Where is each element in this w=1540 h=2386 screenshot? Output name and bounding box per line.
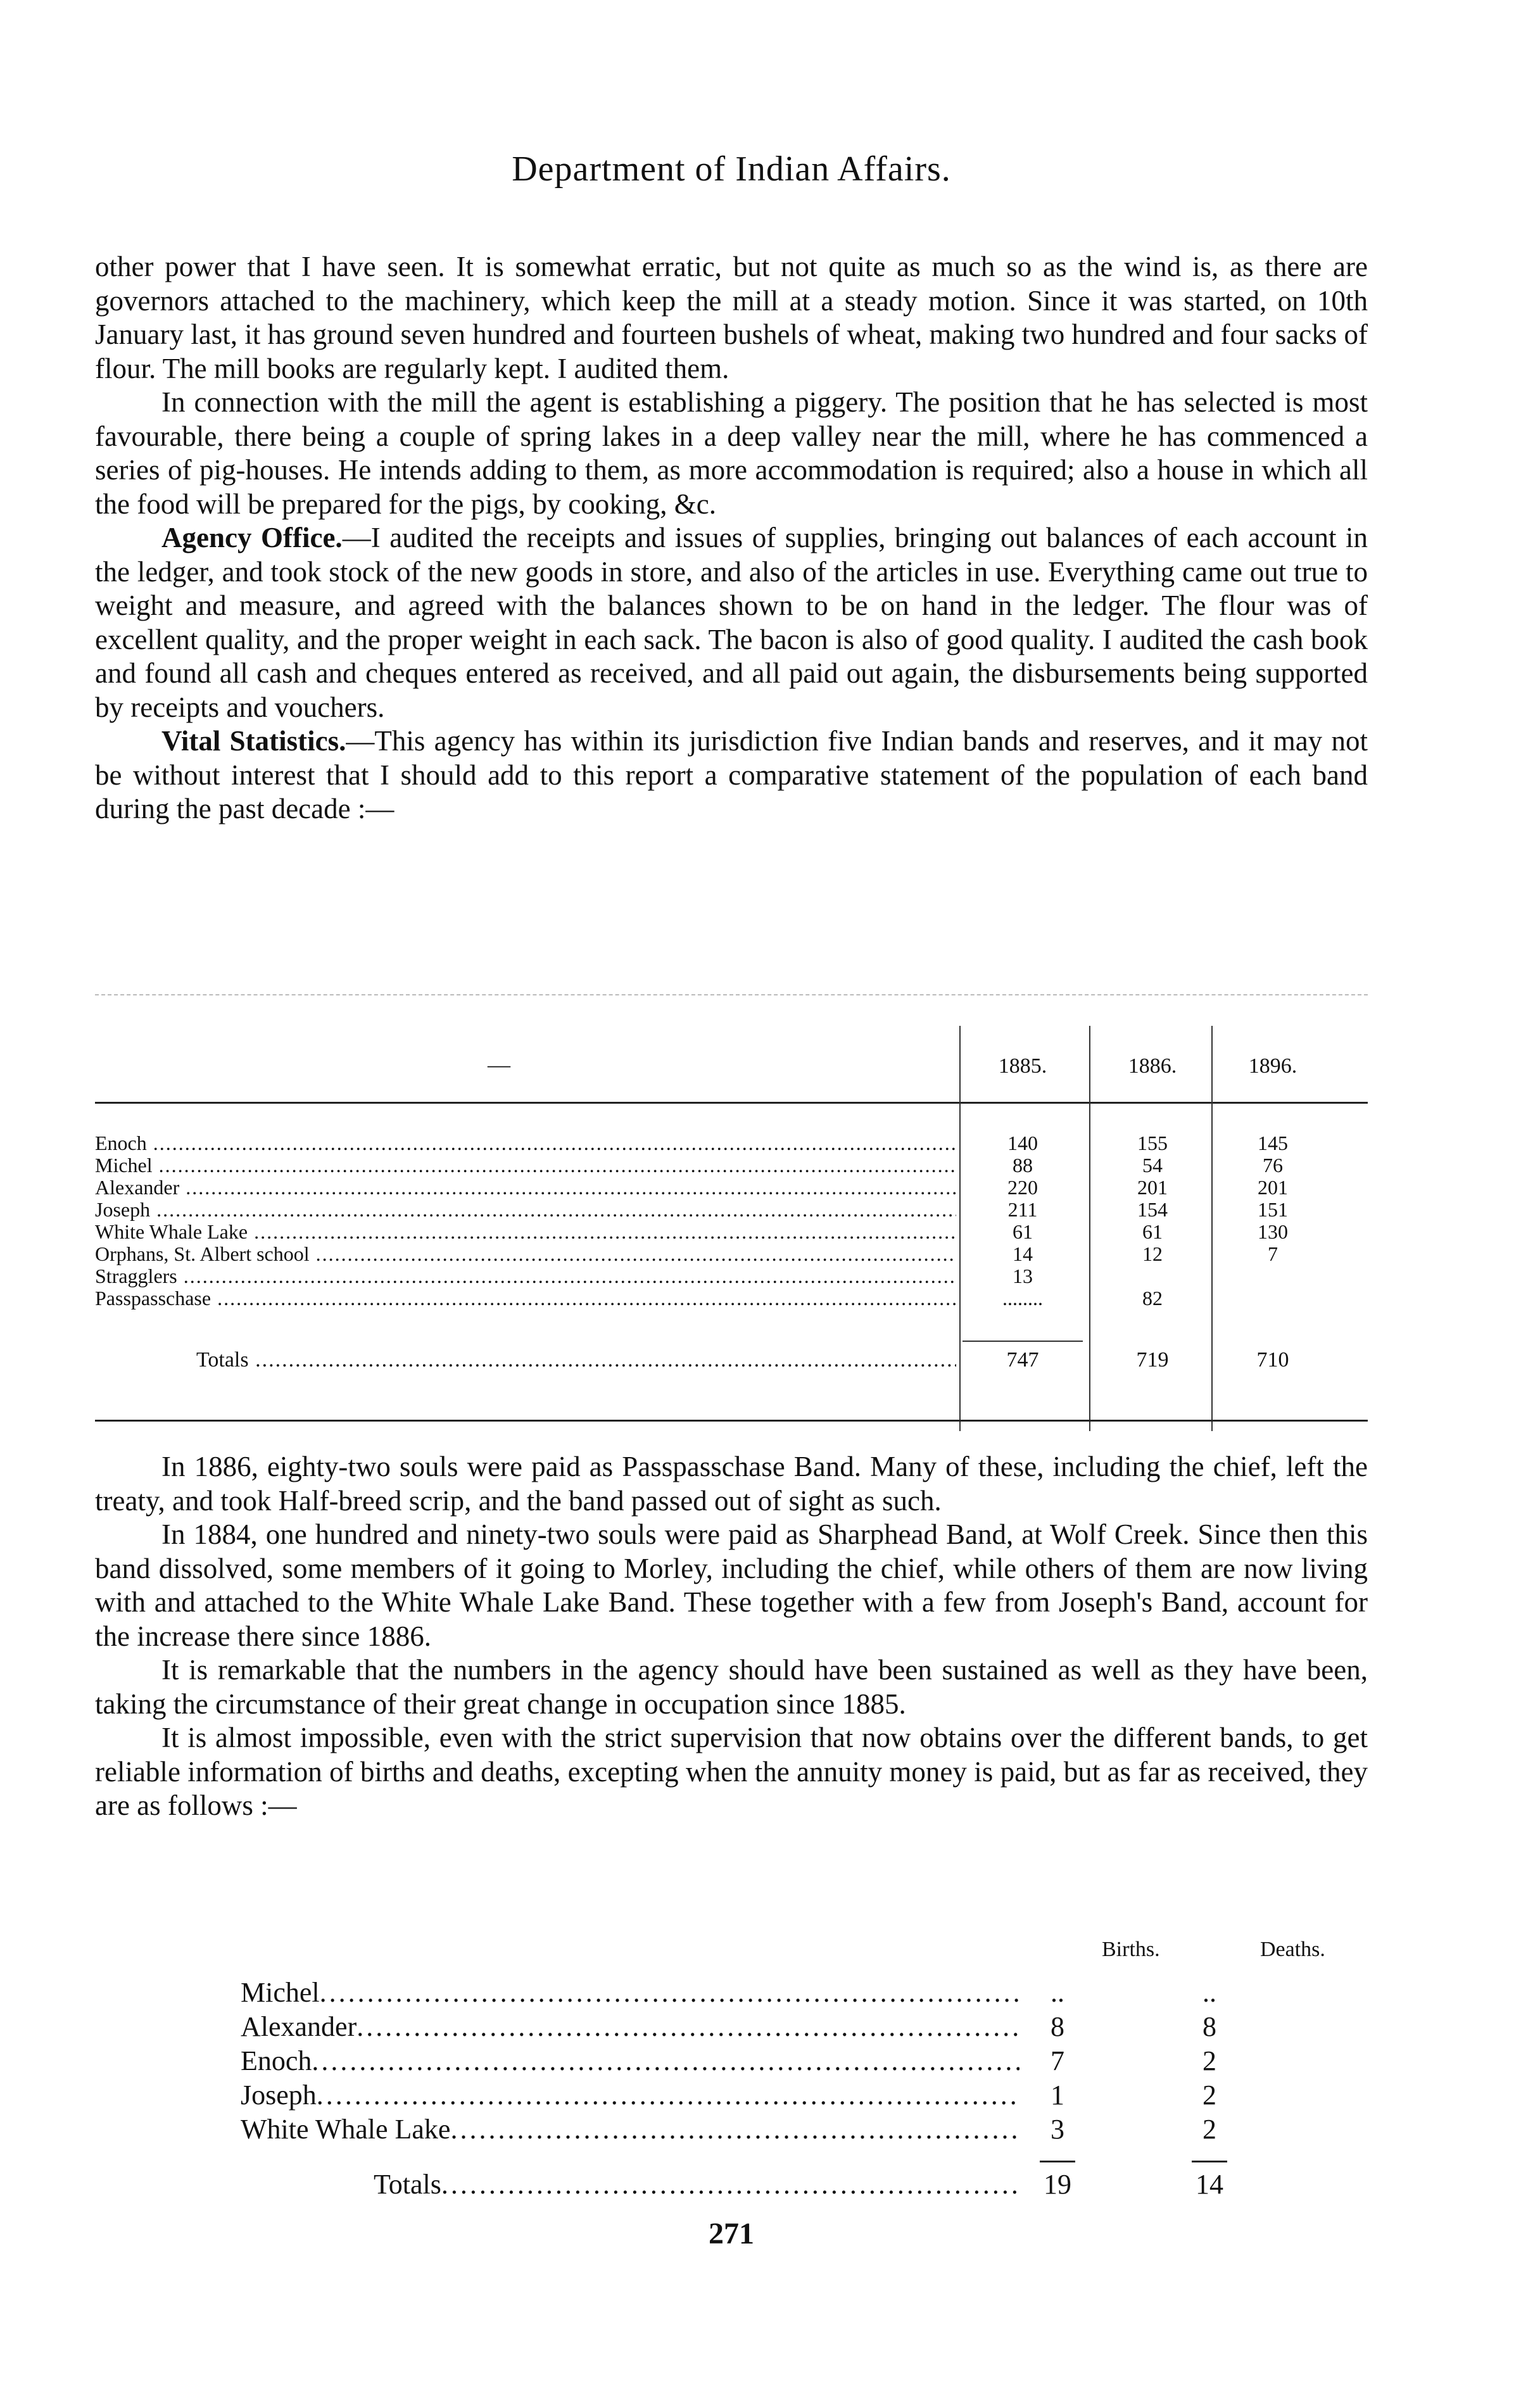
section-lead: Vital Statistics. [161, 725, 346, 757]
paragraph-text: —This agency has within its jurisdiction five Indian bands and reserves, and it may not be without interest that I should add to this report a comparative statement of the population of each band during the past decade :— [95, 725, 1368, 824]
paragraph: In 1886, eighty-two souls were paid as Passpasschase Band. Many of these, including the chief, left the treaty, and took Half-breed scrip, and the band passed out of sight as such. [95, 1451, 1368, 1517]
column-header: Deaths. [1260, 1938, 1325, 1961]
column-header: 1886. [1128, 1054, 1177, 1078]
corner-dash: — [488, 1052, 510, 1077]
table-row: Alexander ..... 8 8 [241, 2010, 1380, 2044]
column-header: 1885. [998, 1054, 1047, 1078]
totals-row: Totals ..... 19 14 [241, 2159, 1380, 2210]
paragraph: In connection with the mill the agent is establishing a piggery. The position that he has selected is most favourable, there being a couple of spring lakes in a deep valley near the mill, where he has commenced a series of pig-houses. He intends adding to them, as more accommodation is required; also a house in which all the food will be prepared for the pigs, by cooking, &c. [95, 386, 1368, 520]
body-section-2 [95, 1450, 1368, 1823]
births-deaths-table [241, 1938, 1380, 2210]
population-table [95, 994, 1368, 1398]
column-header: Births. [1102, 1938, 1160, 1961]
paragraph-text: —I audited the receipts and issues of supplies, bringing out balances of each account in the ledger, and took stock of the new goods in store, and also of the articles in use. Everything came out true to weight and measure, and agreed with the balances shown to be on hand in the ledger. The flour was of excellent quality, and the proper weight in each sack. The bacon is also of good quality. I audited the cash book and found all cash and cheques entered as received, and all paid out again, the disbursements being supported by receipts and vouchers. [95, 522, 1368, 723]
paragraph: It is almost impossible, even with the strict supervision that now obtains over the different bands, to get reliable information of births and deaths, excepting when the annuity money is paid, but as far as received, they are as follows :— [95, 1722, 1368, 1821]
section-lead: Agency Office. [161, 522, 343, 553]
table-row: Passpasschase ..... ........ 82 [95, 1287, 1368, 1310]
table-row: Alexander ..... 220 201 201 [95, 1177, 1368, 1199]
vital-statistics-paragraph [95, 724, 1368, 826]
table-header [241, 1938, 1380, 1976]
paragraph: It is remarkable that the numbers in the agency should have been sustained as well as they have been, taking the circumstance of their great change in occupation since 1885. [95, 1654, 1368, 1720]
agency-office-paragraph [95, 521, 1368, 724]
table-header [95, 994, 1368, 1104]
table-row: Stragglers ..... 13 [95, 1265, 1368, 1287]
table-body [95, 1104, 1368, 1310]
totals-row: Totals ..... 747 719 710 [95, 1322, 1368, 1398]
table-bottom-rule [95, 1420, 1368, 1422]
table-row: Joseph ..... 1 2 [241, 2078, 1380, 2112]
table-row: Enoch ..... 7 2 [241, 2044, 1380, 2078]
table-row: Michel ..... .. .. [241, 1976, 1380, 2010]
table-row: Joseph ..... 211 154 151 [95, 1199, 1368, 1221]
table-row: Enoch ..... 140 155 145 [95, 1132, 1368, 1154]
table-row: Michel ..... 88 54 76 [95, 1154, 1368, 1177]
paragraph: other power that I have seen. It is somewhat erratic, but not quite as much so as the wind is, as there are governors attached to the machinery, which keep the mill at a steady motion. Since it was started, on 10th January last, it has ground seven hundred and fourteen bushels of wheat, making two hundred and four sacks of flour. The mill books are regularly kept. I audited them. [95, 251, 1368, 384]
column-header: 1896. [1248, 1054, 1297, 1078]
table-row: White Whale Lake ..... 61 61 130 [95, 1221, 1368, 1243]
page-number: 271 [709, 2217, 754, 2250]
table-row: White Whale Lake ..... 3 2 [241, 2112, 1380, 2147]
page-header: Department of Indian Affairs. [512, 149, 951, 189]
body-section-1 [95, 250, 1368, 826]
table-row: Orphans, St. Albert school ..... 14 12 7 [95, 1243, 1368, 1265]
paragraph: In 1884, one hundred and ninety-two souls were paid as Sharphead Band, at Wolf Creek. Since then this band dissolved, some members of it going to Morley, including the chief, while others of them are now living with and attached to the White Whale Lake Band. These together with a few from Joseph's Band, account for the increase there since 1886. [95, 1518, 1368, 1652]
